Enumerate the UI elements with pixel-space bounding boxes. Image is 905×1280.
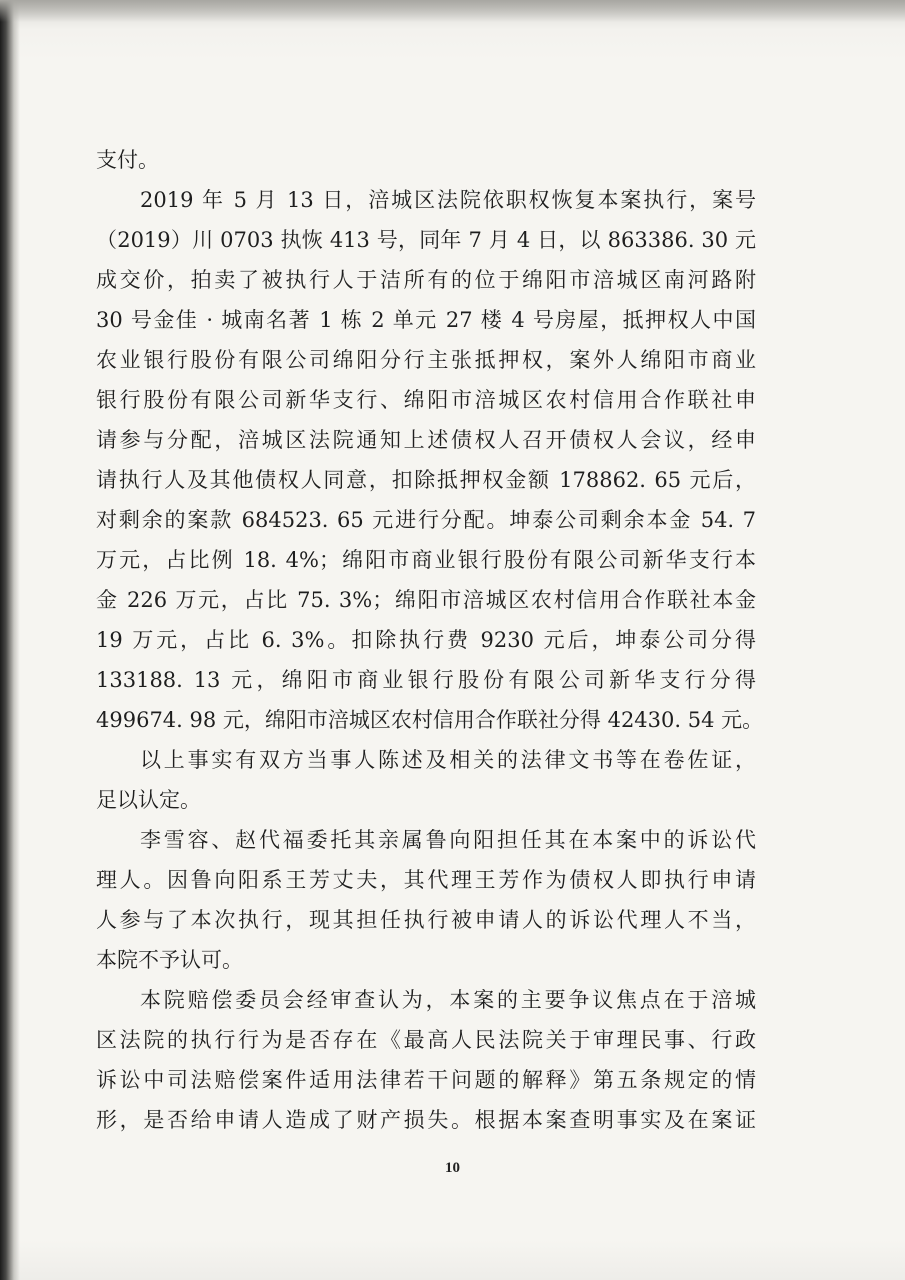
text-line: 区法院的执行行为是否存在《最高人民法院关于审理民事、行政	[96, 1028, 756, 1052]
text-line: 支付。	[96, 148, 159, 172]
text-line: （2019）川 0703 执恢 413 号，同年 7 月 4 日，以 863386. 30 元	[96, 228, 756, 252]
page-top-shadow	[0, 0, 905, 22]
text-line: 以上事实有双方当事人陈述及相关的法律文书等在卷佐证，	[140, 748, 756, 772]
text-line: 形，是否给申请人造成了财产损失。根据本案查明事实及在案证	[96, 1108, 756, 1132]
text-line: 19 万元，占比 6. 3%。扣除执行费 9230 元后，坤泰公司分得	[96, 628, 756, 652]
page-number: 10	[445, 1160, 460, 1176]
text-line: 理人。因鲁向阳系王芳丈夫，其代理王芳作为债权人即执行申请	[96, 868, 756, 892]
text-line: 本院不予认可。	[96, 948, 243, 972]
text-line: 银行股份有限公司新华支行、绵阳市涪城区农村信用合作联社申	[96, 388, 756, 412]
text-line: 成交价，拍卖了被执行人于洁所有的位于绵阳市涪城区南河路附	[96, 268, 756, 292]
text-line: 2019 年 5 月 13 日，涪城区法院依职权恢复本案执行，案号	[140, 188, 756, 212]
text-line: 李雪容、赵代福委托其亲属鲁向阳担任其在本案中的诉讼代	[140, 828, 756, 852]
text-line: 足以认定。	[96, 788, 201, 812]
text-line: 请参与分配，涪城区法院通知上述债权人召开债权人会议，经申	[96, 428, 756, 452]
text-line: 万元，占比例 18. 4%；绵阳市商业银行股份有限公司新华支行本	[96, 548, 756, 572]
text-line: 诉讼中司法赔偿案件适用法律若干问题的解释》第五条规定的情	[96, 1068, 756, 1092]
text-line: 人参与了本次执行，现其担任执行被申请人的诉讼代理人不当，	[96, 908, 756, 932]
text-line: 本院赔偿委员会经审查认为，本案的主要争议焦点在于涪城	[140, 988, 756, 1012]
text-line: 30 号金佳 · 城南名著 1 栋 2 单元 27 楼 4 号房屋，抵押权人中国	[96, 308, 756, 332]
page-edge-shadow	[0, 0, 20, 1280]
text-line: 133188. 13 元，绵阳市商业银行股份有限公司新华支行分得	[96, 668, 756, 692]
body-text	[96, 140, 764, 1140]
text-line: 农业银行股份有限公司绵阳分行主张抵押权，案外人绵阳市商业	[96, 348, 756, 372]
text-line: 请执行人及其他债权人同意，扣除抵押权金额 178862. 65 元后，	[96, 468, 756, 492]
text-line: 金 226 万元，占比 75. 3%；绵阳市涪城区农村信用合作联社本金	[96, 588, 756, 612]
text-line: 499674. 98 元，绵阳市涪城区农村信用合作联社分得 42430. 54 元。	[96, 708, 764, 732]
text-line: 对剩余的案款 684523. 65 元进行分配。坤泰公司剩余本金 54. 7	[96, 508, 756, 532]
